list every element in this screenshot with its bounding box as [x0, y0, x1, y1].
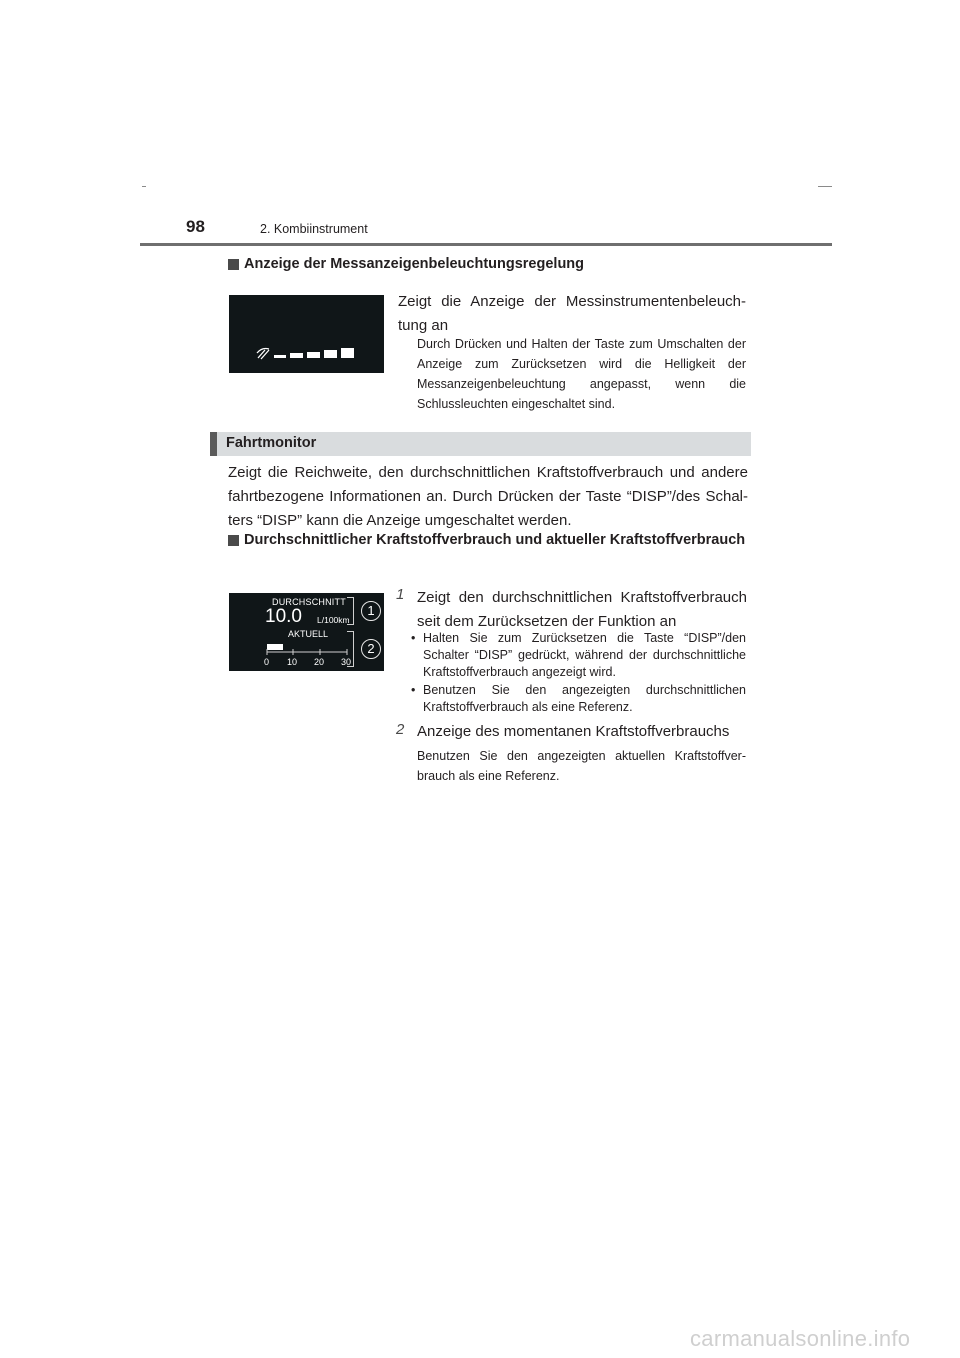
- current-consumption-bar: [267, 644, 283, 650]
- illumination-display-image: [229, 295, 384, 373]
- dimmer-icon: [257, 349, 269, 360]
- section-title: Fahrtmonitor: [226, 435, 317, 451]
- display-label-current: AKTUELL: [288, 629, 329, 639]
- callout-marker-2: 2: [361, 639, 381, 659]
- level-bar: [324, 350, 337, 358]
- item-2-detail: Benutzen Sie den angezeigten aktuellen Kraftstoffverbrauch als eine Referenz.: [417, 749, 746, 783]
- callout-bracket-2: [347, 631, 354, 667]
- fahrtmonitor-intro: Zeigt die Reichweite, den durchschnittlichen Kraftstoffverbrauch und andere fahrtbezogene Informationen an. Durch Drücken der Taste “DISP”/des Schalters “DISP” kann die Anzeige umgeschaltet werden.: [228, 464, 748, 529]
- page-number: 98: [186, 217, 205, 236]
- illumination-lead-text: Zeigt die Anzeige der Messinstrumentenbeleuchtung an: [398, 293, 746, 334]
- scale-label: 20: [314, 657, 325, 667]
- list-item: • Benutzen Sie den angezeigten durchschnittlichen Kraftstoffverbrauch als eine Referenz.: [411, 683, 746, 714]
- level-bar: [274, 355, 286, 358]
- level-bar: [341, 348, 354, 358]
- watermark: carmanualsonline.info: [690, 1326, 911, 1351]
- item-number-1: 1: [396, 586, 405, 603]
- square-bullet-icon: [228, 259, 239, 270]
- fuel-display-graphic: [229, 593, 384, 671]
- scale-label: 30: [341, 657, 352, 667]
- callout-marker-1: 1: [361, 601, 381, 621]
- crop-mark-right: [818, 186, 832, 187]
- item-1-title: Zeigt den durchschnittlichen Kraftstoffverbrauch seit dem Zurücksetzen der Funktion an: [417, 589, 747, 630]
- scale-label: 0: [264, 657, 270, 667]
- illumination-heading: Anzeige der Messanzeigenbeleuchtungsregelung: [228, 254, 748, 275]
- illumination-detail-text: Durch Drücken und Halten der Taste zum Umschalten der Anzeige zum Zurücksetzen wird die Helligkeit der Messanzeigenbeleuchtung angepasst, wenn die Schlussleuchten eingeschaltet sind.: [417, 337, 746, 411]
- callout-bracket-1: [347, 597, 354, 625]
- display-label-average: DURCHSCHNITT: [272, 597, 346, 607]
- crop-mark-left: [142, 186, 146, 187]
- scale-label: 10: [287, 657, 298, 667]
- square-bullet-icon: [228, 535, 239, 546]
- display-value: 10.0: [265, 606, 302, 627]
- illumination-display-graphic: [229, 295, 384, 373]
- fuel-heading: Durchschnittlicher Kraftstoffverbrauch und aktueller Kraftstoffverbrauch: [228, 530, 748, 551]
- header-rule: [140, 243, 832, 246]
- level-bar: [290, 353, 303, 358]
- fuel-display-image: [229, 593, 384, 671]
- display-unit: L/100km: [317, 615, 350, 625]
- section-bar-accent: [210, 432, 217, 456]
- section-bar-fahrtmonitor: [210, 432, 751, 456]
- item-1-bullets: [409, 630, 746, 717]
- item-2-title: Anzeige des momentanen Kraftstoffverbrauchs: [417, 723, 730, 740]
- list-item: • Halten Sie zum Zurücksetzen die Taste “DISP”/den Schalter “DISP” gedrückt, während der durchschnittliche Kraftstoffverbrauch angezeigt wird.: [411, 631, 746, 679]
- chapter-title: 2. Kombiinstrument: [260, 222, 368, 236]
- item-number-2: 2: [396, 721, 405, 738]
- level-bar: [307, 352, 320, 358]
